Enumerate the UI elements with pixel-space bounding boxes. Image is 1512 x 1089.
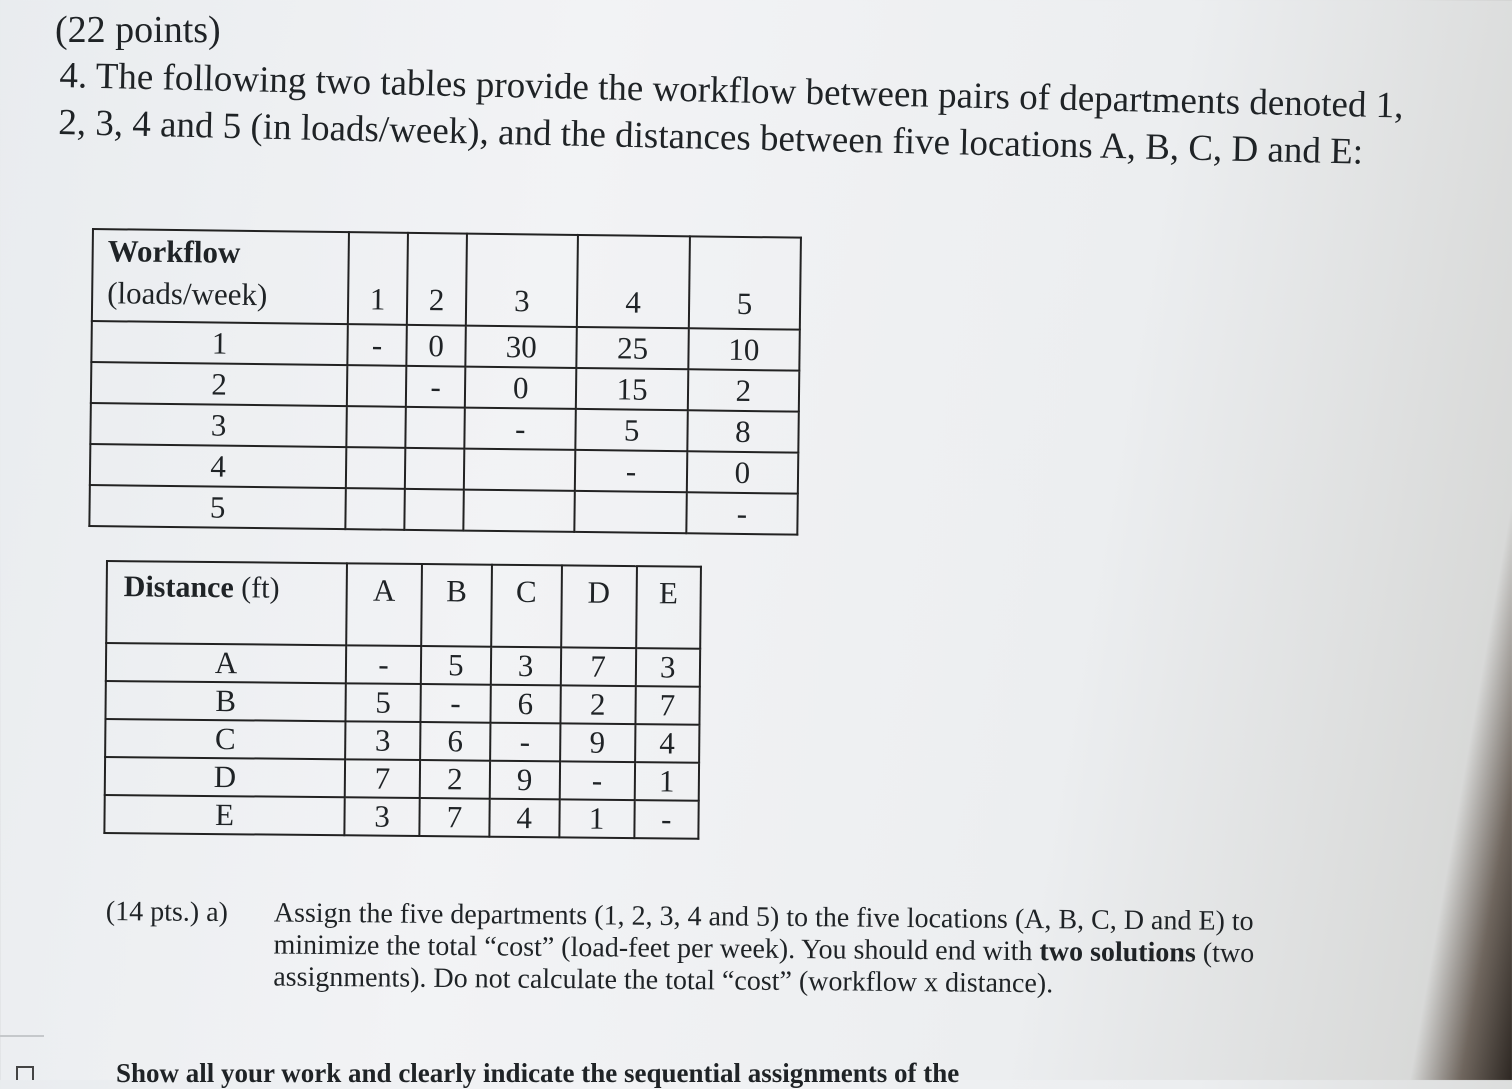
part-a-text-after: (two assignments). Do not calculate the total “cost” (workflow x distance). (273, 937, 1255, 1000)
distance-row (106, 643, 700, 687)
distance-cell: 4 (489, 799, 559, 838)
workflow-cell: 0 (686, 451, 798, 493)
workflow-cell: - (347, 324, 407, 366)
workflow-cell: 2 (687, 369, 799, 411)
distance-table (103, 560, 702, 840)
part-a-text-before: Assign the five departments (1, 2, 3, 4 and 5) to the five locations (A, B, C, D and E) to minimize the total “cost” (load-feet per week). You should end with (273, 897, 1254, 968)
workflow-col-header: 3 (466, 234, 578, 327)
distance-cell: 4 (635, 724, 700, 763)
distance-cell: 3 (345, 721, 420, 760)
distance-col-header: C (491, 565, 562, 648)
workflow-cell: 5 (576, 409, 688, 451)
workflow-row (89, 485, 797, 535)
workflow-subtitle: (loads/week) (106, 275, 268, 313)
workflow-table (88, 228, 802, 536)
workflow-cell (464, 449, 576, 491)
workflow-cell (346, 447, 406, 489)
workflow-header-row (92, 229, 801, 330)
workflow-cell (347, 365, 407, 407)
distance-row-label: A (106, 643, 346, 683)
part-a-label: (14 pts.) a) (105, 896, 229, 929)
distance-cell: - (634, 800, 699, 839)
bracket-icon (16, 1066, 34, 1080)
workflow-cell (463, 490, 575, 532)
distance-cell: 6 (490, 685, 560, 724)
distance-cell: 7 (635, 686, 700, 725)
distance-row (105, 719, 699, 763)
workflow-cell: - (686, 492, 798, 534)
distance-row-label: E (104, 795, 344, 835)
workflow-cell: - (464, 408, 576, 450)
distance-title: Distance (123, 570, 234, 605)
workflow-cell (346, 406, 406, 448)
question-text: 4. The following two tables provide the workflow between pairs of departments denoted 1, 2, 3, 4 and 5 (in loads/week), and the distances between five locations A, B, C, D and E: (57, 54, 1404, 173)
workflow-row-label: 3 (90, 403, 346, 447)
distance-cell: 1 (559, 799, 634, 838)
part-a-question (105, 896, 1306, 1002)
distance-unit: (ft) (241, 571, 280, 605)
workflow-row-label: 1 (91, 321, 347, 365)
workflow-cell: - (406, 366, 466, 408)
distance-cell: 3 (635, 648, 700, 687)
workflow-cell (405, 407, 465, 449)
workflow-cell: 25 (577, 327, 689, 369)
distance-cell: 5 (421, 646, 491, 685)
workflow-col-header: 4 (577, 235, 689, 328)
distance-cell: 9 (490, 761, 560, 800)
workflow-cell: 8 (687, 410, 799, 452)
distance-cell: 9 (560, 723, 635, 762)
distance-cell: - (346, 645, 421, 684)
distance-col-header: B (421, 564, 492, 647)
part-a-body (273, 897, 1306, 1002)
workflow-row-label: 2 (91, 362, 347, 406)
distance-cell: 7 (560, 647, 635, 686)
workflow-corner-cell (92, 229, 349, 324)
workflow-cell (404, 489, 464, 531)
distance-col-header: A (346, 563, 422, 646)
workflow-cell: 0 (465, 367, 577, 409)
workflow-col-header: 1 (348, 232, 408, 325)
distance-cell: 6 (420, 722, 490, 761)
workflow-cell (575, 491, 687, 533)
workflow-row-label: 5 (89, 485, 345, 529)
distance-cell: 1 (634, 762, 699, 801)
distance-cell: - (559, 761, 634, 800)
workflow-cell: 30 (465, 326, 577, 368)
distance-cell: 7 (419, 798, 489, 837)
part-a-bold: two solutions (1039, 936, 1196, 969)
distance-row (105, 681, 699, 725)
distance-row-label: D (105, 757, 345, 797)
distance-cell: 5 (345, 683, 420, 722)
distance-cell: - (420, 684, 490, 723)
distance-header-row (106, 561, 701, 649)
workflow-cell: - (575, 450, 687, 492)
points-label: (22 points) (55, 9, 221, 51)
workflow-col-header: 2 (407, 233, 467, 326)
distance-col-header: D (561, 565, 637, 648)
divider-line (0, 1035, 44, 1037)
distance-corner-cell (106, 561, 347, 645)
workflow-cell (405, 448, 465, 490)
distance-cell: 2 (420, 760, 490, 799)
distance-row-label: C (105, 719, 345, 759)
distance-cell: 3 (344, 797, 419, 836)
footer-instruction: Show all your work and clearly indicate the sequential assignments of the (116, 1058, 960, 1088)
workflow-cell: 10 (688, 328, 800, 370)
distance-cell: - (490, 723, 560, 762)
workflow-cell (345, 488, 405, 530)
distance-row (105, 757, 699, 801)
workflow-col-header: 5 (688, 236, 800, 329)
workflow-row-label: 4 (90, 444, 346, 488)
distance-row-label: B (105, 681, 345, 721)
workflow-cell: 15 (576, 368, 688, 410)
distance-cell: 3 (491, 647, 561, 686)
distance-col-header: E (636, 566, 701, 649)
distance-row (104, 795, 698, 839)
distance-cell: 2 (560, 685, 635, 724)
workflow-cell: 0 (406, 325, 466, 367)
distance-cell: 7 (345, 759, 420, 798)
workflow-title: Workflow (107, 233, 241, 270)
